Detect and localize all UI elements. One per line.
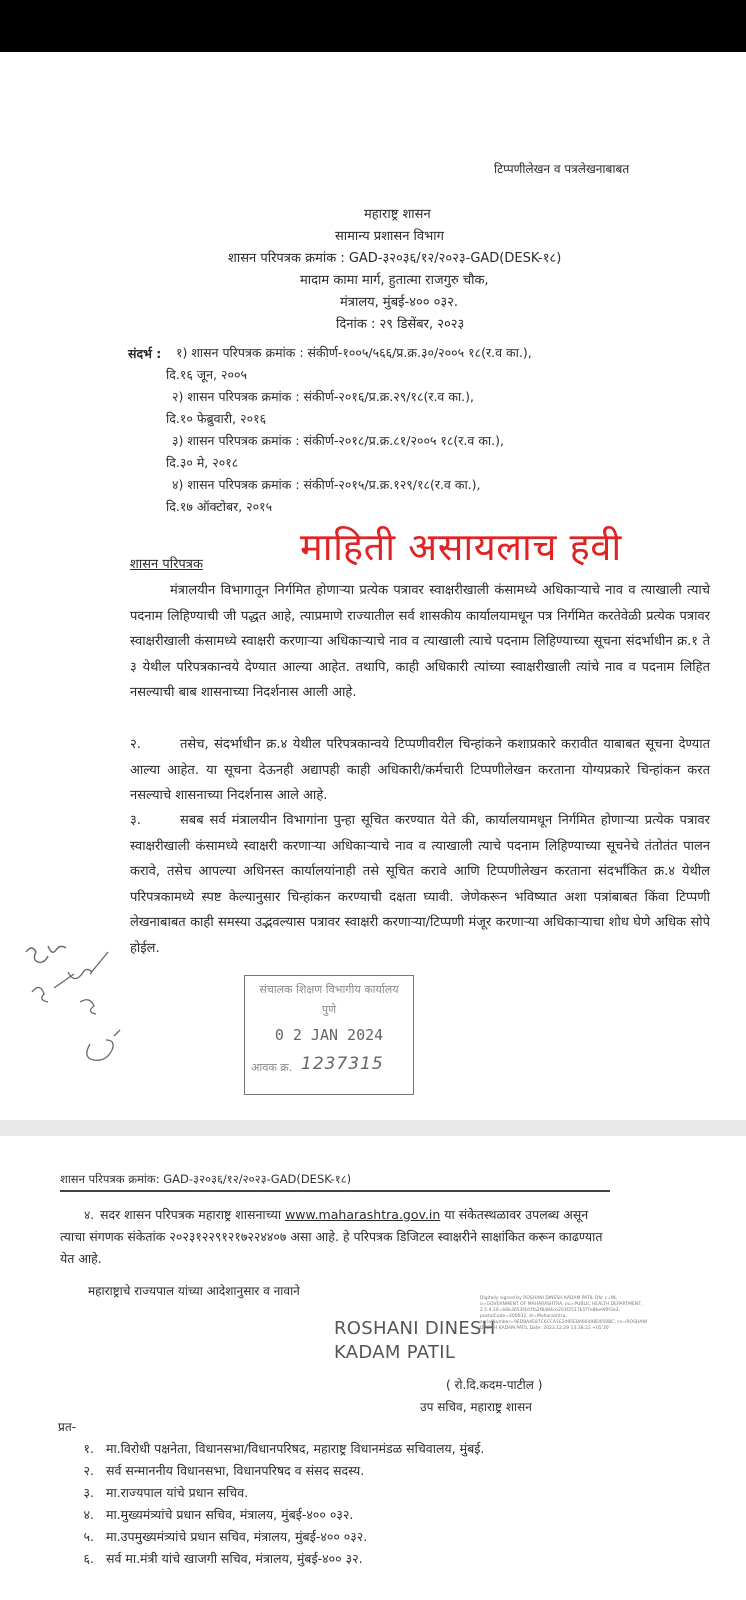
list-item-number: २. bbox=[83, 1463, 94, 1478]
list-item-text: मा.मुख्यमंत्र्यांचे प्रधान सचिव, मंत्रालय, मुंबई-४०० ०३२. bbox=[106, 1507, 354, 1522]
copy-to-label: प्रत- bbox=[58, 1420, 76, 1434]
signer-marathi-name: ( रो.दि.कदम-पाटील ) bbox=[446, 1378, 543, 1392]
department-name: सामान्य प्रशासन विभाग bbox=[335, 229, 444, 244]
document-page-1 bbox=[0, 52, 746, 1120]
paragraph-2: तसेच, संदर्भाधीन क्र.४ येथील परिपत्रकान्वये टिप्पणीवरील चिन्हांकने कशाप्रकारे करावीत याबाबत सूचना देण्यात आल्या आहेत. या सूचना देऊनही अद्यापही काही अधिकारी/कर्मचारी टिप्पणीलेखन करताना योग्यप्रकारे चिन्हांकन करत नसल्याचे शासनाच्या निदर्शनास आले आहे. bbox=[130, 737, 710, 803]
document-page-2 bbox=[0, 1136, 746, 1600]
paragraph-4-number: ४. bbox=[84, 1208, 95, 1222]
list-item-text: सर्व मा.मंत्री यांचे खाजगी सचिव, मंत्रालय, मुंबई-४०० ३२. bbox=[106, 1551, 363, 1566]
reference-1-date: दि.१६ जून, २००५ bbox=[166, 367, 247, 382]
govt-name: महाराष्ट्र शासन bbox=[364, 207, 431, 222]
paragraph-3: सबब सर्व मंत्रालयीन विभागांना पुन्हा सूचित करण्यात येते की, कार्यालयामधून निर्गमित होणाऱ्या प्रत्येक पत्रावर स्वाक्षरीखाली कंसामध्ये स्वाक्षरी करणाऱ्या अधिकाऱ्याचे नाव व त्याखाली त्याचे पदनाम लिहिण्याच्या सूचनेचे तंतोतंत पालन करावे, तसेच आपल्या अधिनस्त कार्यालयांनाही तसे सूचित करावे आणि टिप्पणीलेखन करताना संदर्भांकित क्र.४ येथील परिपत्रकामध्ये स्पष्ट केल्यानुसार चिन्हांकन करण्याची दक्षता घ्यावी. जेणेकरून भविष्यात अशा पत्रांबाबत किंवा टिप्पणी लेखनाबाबत काही समस्या उद्भवल्यास पत्रावर स्वाक्षरी करणाऱ्या/टिप्पणी मंजूर करणाऱ्या अधिकाऱ्याचा शोध घेणे अधिक सोपे होईल. bbox=[130, 813, 710, 956]
top-black-bar bbox=[0, 0, 746, 52]
paragraph-1: मंत्रालयीन विभागातून निर्गमित होणाऱ्या प्रत्येक पत्रावर स्वाक्षरीखाली कंसामध्ये अधिकाऱ्याचे नाव व त्याखाली त्याचे पदनाम लिहिण्याची जी पद्धत आहे, त्याप्रमाणे राज्यातील सर्व शासकीय कार्यालयामधून पत्र निर्गमित करतेवेळी प्रत्येक पत्रावर स्वाक्षरीखाली कंसामध्ये स्वाक्षरी करणाऱ्या अधिकाऱ्याचे नाव व त्याखाली त्याचे पदनाम लिहिण्याच्या सूचना संदर्भाधीन क्र.१ ते ३ येथील परिपत्रकान्वये देण्यात आल्या आहेत. तथापि, काही अधिकारी त्यांच्या स्वाक्षरीखाली त्यांचे नाव व पदनाम लिहित नसल्याची बाब शासनाच्या निदर्शनास आली आहे. bbox=[130, 583, 710, 700]
circular-date: दिनांक : २९ डिसेंबर, २०२३ bbox=[336, 317, 465, 332]
reference-2: २) शासन परिपत्रक क्रमांक : संकीर्ण-२०१६/प्र.क्र.२९/१८(र.व का.), bbox=[172, 389, 475, 404]
stamp-date: 0 2 JAN 2024 bbox=[274, 1026, 384, 1044]
reference-1: १) शासन परिपत्रक क्रमांक : संकीर्ण-१००५/५६६/प्र.क्र.३०/२००५ १८(र.व का.), bbox=[176, 345, 532, 360]
reference-2-date: दि.१० फेब्रुवारी, २०१६ bbox=[166, 411, 267, 426]
list-item bbox=[60, 1506, 353, 1523]
list-item-text: मा.उपमुख्यमंत्र्यांचे प्रधान सचिव, मंत्रालय, मुंबई-४०० ०३२. bbox=[106, 1529, 368, 1544]
list-item bbox=[60, 1484, 248, 1501]
reference-4-date: दि.१७ ऑक्टोबर, २०१५ bbox=[166, 499, 273, 514]
header-divider bbox=[60, 1190, 610, 1192]
list-item-number: ६. bbox=[83, 1551, 94, 1566]
list-item bbox=[60, 1440, 484, 1457]
address-line-2: मंत्रालय, मुंबई-४०० ०३२. bbox=[340, 295, 459, 310]
paragraph-4-text-start: सदर शासन परिपत्रक महाराष्ट्र शासनाच्या bbox=[100, 1207, 282, 1222]
topic-note: टिप्पणीलेखन व पत्रलेखनाबाबत bbox=[494, 162, 630, 176]
reference-3-date: दि.३० मे, २०१८ bbox=[166, 455, 239, 470]
digital-signature-certificate: Digitally signed by ROSHANI DINESH KADAM PATIL DN: c=IN, o=GOVERNMENT OF MAHARASHTRA, ou=PUBLIC HEALTH DEPARTMENT, 2.5.4.20=b6b3653f4d7fa2f8484ce203f2517b1f7e8be9f0f3a3, postalCode=400032, st=Maharashtra, serialNumber=9ED8A4E87C6CCA1E2495E8A66498D050BC, cn=ROSHANI DINESH KADAM PATIL Date: 2023.12.29 13:38:22 +05'30' bbox=[480, 1296, 648, 1331]
signer-designation: उप सचिव, महाराष्ट्र शासन bbox=[420, 1400, 532, 1414]
reference-3: ३) शासन परिपत्रक क्रमांक : संकीर्ण-२०१८/प्र.क्र.८१/२००५ १८(र.व का.), bbox=[172, 433, 504, 448]
stamp-inward-number: 1237315 bbox=[301, 1054, 384, 1074]
stamp-office: संचालक शिक्षण विभागीय कार्यालय bbox=[259, 983, 399, 996]
section-title: शासन परिपत्रक bbox=[130, 557, 203, 572]
list-item-text: मा.राज्यपाल यांचे प्रधान सचिव. bbox=[106, 1485, 249, 1500]
signer-name-line-2: KADAM PATIL bbox=[334, 1342, 456, 1363]
page-separator bbox=[0, 1120, 746, 1136]
paragraph-2-number: २. bbox=[130, 737, 141, 752]
list-item bbox=[60, 1462, 364, 1479]
handwritten-annotation bbox=[18, 932, 138, 1082]
list-item-number: ४. bbox=[83, 1507, 94, 1522]
paragraph-3-number: ३. bbox=[130, 813, 141, 828]
paragraph-4 bbox=[60, 1204, 610, 1270]
inward-stamp bbox=[244, 975, 414, 1095]
reference-4: ४) शासन परिपत्रक क्रमांक : संकीर्ण-२०१५/प्र.क्र.१२९/१८(र.व का.), bbox=[172, 477, 481, 492]
references-label: संदर्भ : bbox=[128, 346, 162, 361]
list-item-text: सर्व सन्माननीय विधानसभा, विधानपरिषद व संसद सदस्य. bbox=[106, 1463, 365, 1478]
page-2-header: शासन परिपत्रक क्रमांक: GAD-३२०३६/१२/२०२३-GAD(DESK-१८) bbox=[60, 1172, 352, 1186]
list-item bbox=[60, 1550, 363, 1567]
governor-order-line: महाराष्ट्राचे राज्यपाल यांच्या आदेशानुसार व नावाने bbox=[88, 1284, 300, 1298]
circular-number: शासन परिपत्रक क्रमांक : GAD-३२०३६/१२/२०२३-GAD(DESK-१८) bbox=[228, 251, 562, 266]
list-item bbox=[60, 1528, 367, 1545]
signer-name-line-1: ROSHANI DINESH bbox=[334, 1318, 496, 1339]
list-item-number: १. bbox=[83, 1441, 94, 1456]
stamp-city: पुणे bbox=[321, 1003, 337, 1016]
paragraph-4-text-end: या संकेतस्थळावर उपलब्ध असून त्याचा संगणक संकेतांक २०२३१२२९१२१७२२४४०७ असा आहे. हे परिपत्रक डिजिटल स्वाक्षरीने साक्षांकित करून काढण्यात येत आहे. bbox=[60, 1207, 603, 1266]
address-line-1: मादाम कामा मार्ग, हुतात्मा राजगुरु चौक, bbox=[300, 273, 489, 288]
stamp-inward-label: आवक क्र. bbox=[251, 1061, 293, 1074]
website-link[interactable]: www.maharashtra.gov.in bbox=[285, 1207, 441, 1222]
red-overlay-title: माहिती असायलाच हवी bbox=[300, 525, 622, 569]
list-item-number: ५. bbox=[83, 1529, 94, 1544]
list-item-number: ३. bbox=[83, 1485, 94, 1500]
list-item-text: मा.विरोधी पक्षनेता, विधानसभा/विधानपरिषद, महाराष्ट्र विधानमंडळ सचिवालय, मुंबई. bbox=[106, 1441, 485, 1456]
